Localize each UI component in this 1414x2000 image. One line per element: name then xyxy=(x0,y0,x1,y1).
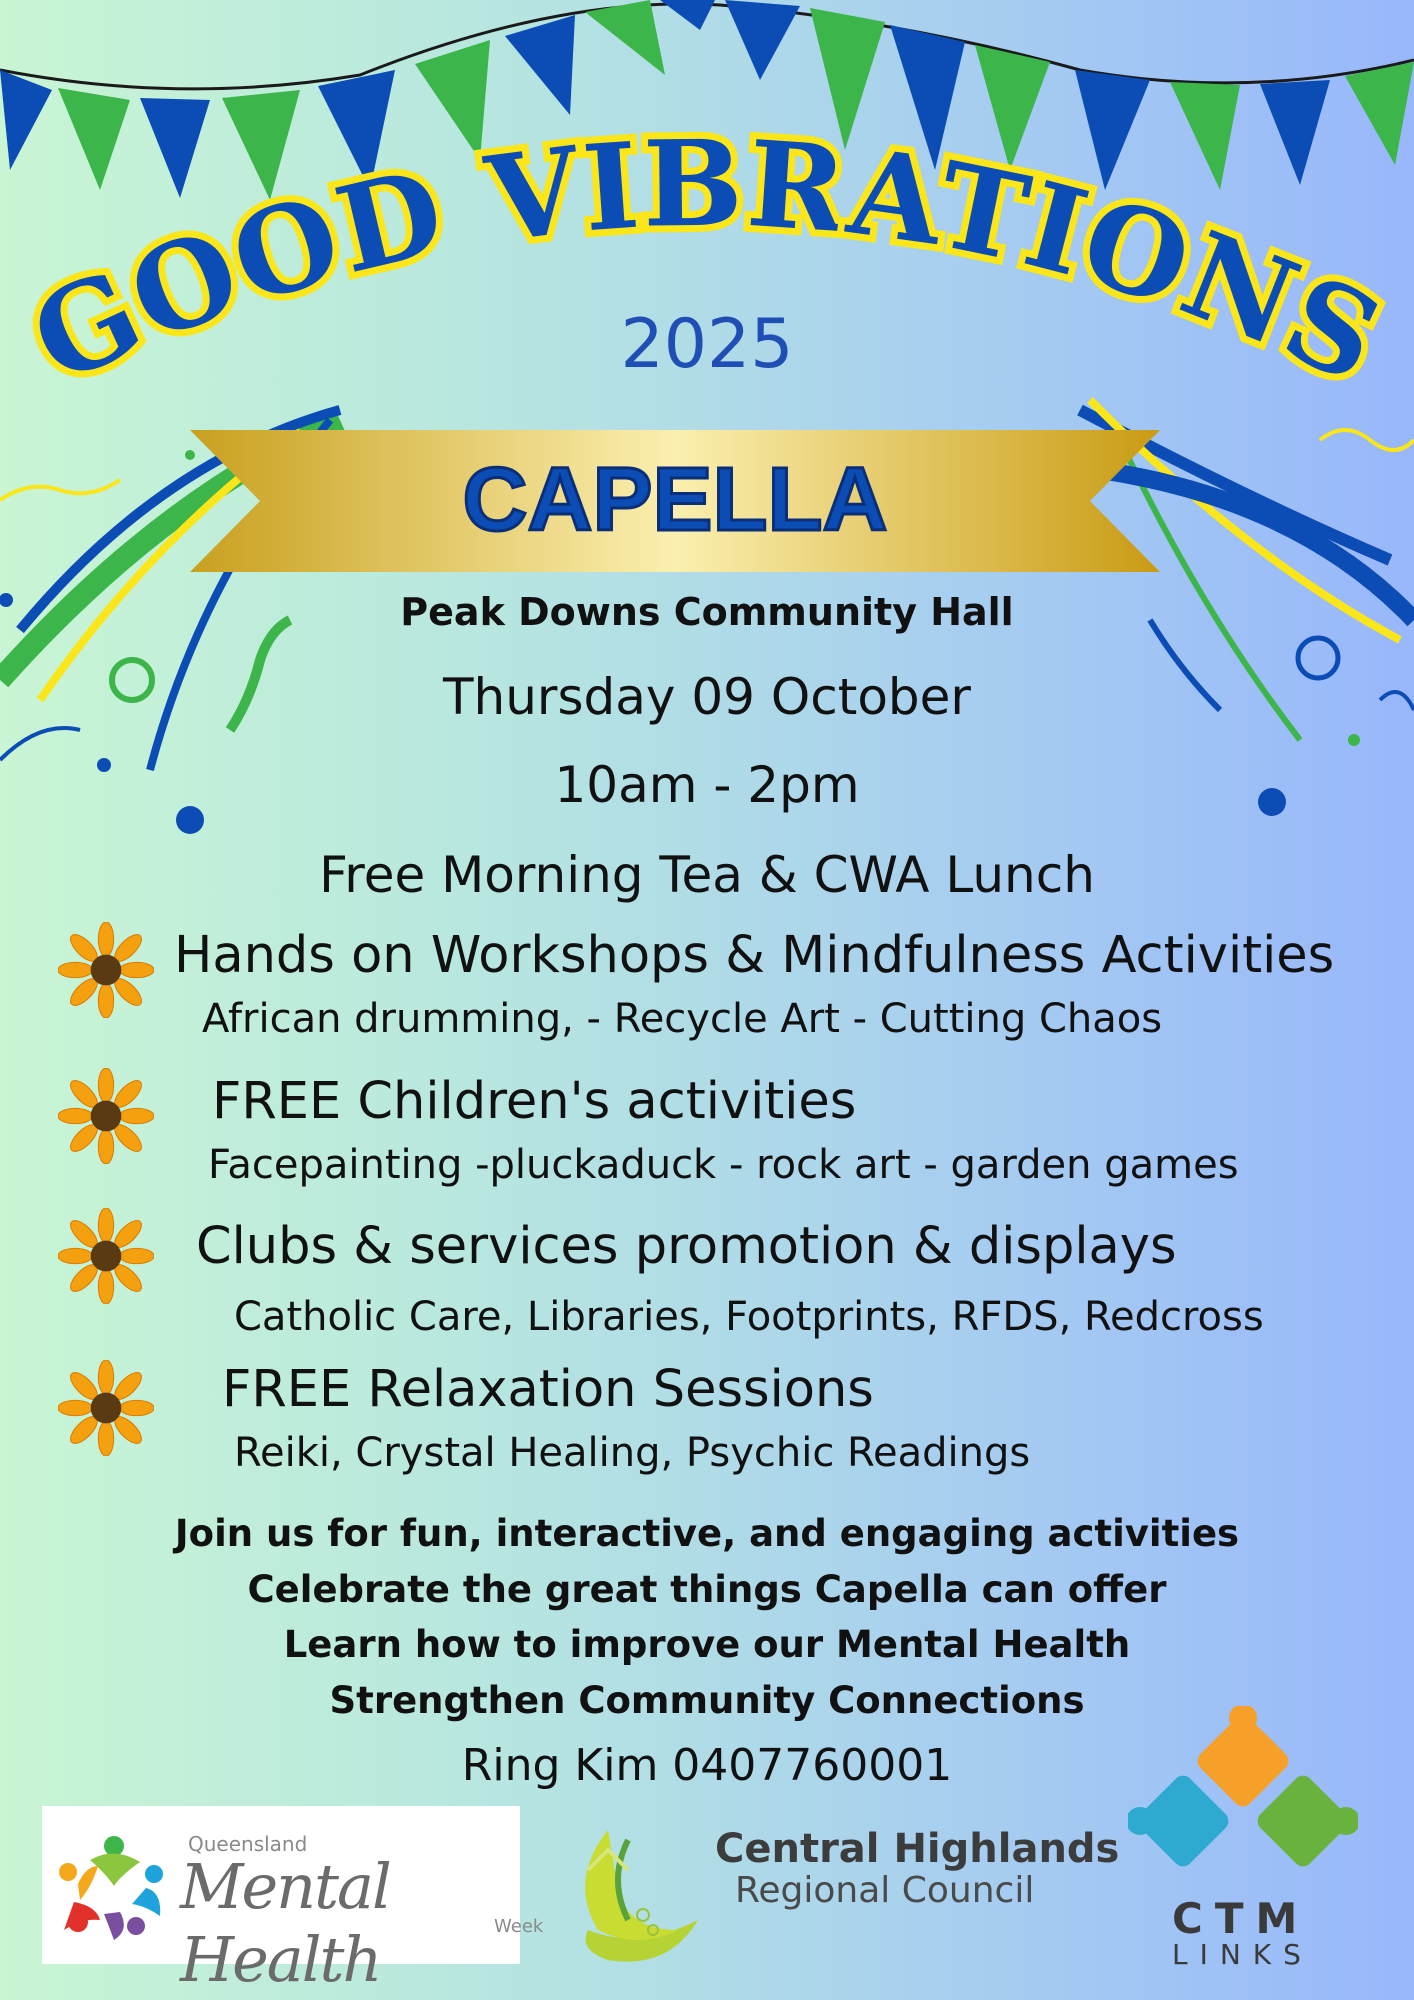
mhw-title: Mental Health xyxy=(180,1850,390,1996)
activity-detail: Reiki, Crystal Healing, Psychic Readings xyxy=(234,1430,1031,1476)
tagline: Join us for fun, interactive, and engaging activities xyxy=(174,1512,1240,1555)
puzzle-pieces-icon xyxy=(1128,1706,1358,1896)
council-name: Central Highlands xyxy=(715,1826,1120,1872)
location-banner xyxy=(190,430,1160,572)
sunflower-icon xyxy=(58,1208,154,1304)
sunflower-icon xyxy=(58,1068,154,1164)
council-subtitle: Regional Council xyxy=(735,1870,1035,1911)
mhw-week: Week xyxy=(494,1916,544,1937)
ctm-links-title: CTM xyxy=(1172,1894,1310,1943)
mhw-state: Queensland xyxy=(188,1832,308,1856)
svg-text:GOOD VIBRATIONS: GOOD VIBRATIONS xyxy=(11,113,1403,410)
tagline: Learn how to improve our Mental Health xyxy=(283,1623,1131,1666)
people-circle-icon xyxy=(50,1826,180,1946)
tagline: Strengthen Community Connections xyxy=(329,1679,1085,1722)
activity-heading: Hands on Workshops & Mindfulness Activities xyxy=(174,926,1335,985)
activity-detail: African drumming, - Recycle Art - Cutting Chaos xyxy=(202,996,1163,1042)
ctm-links-subtitle: LINKS xyxy=(1172,1938,1313,1971)
sunflower-icon xyxy=(58,1360,154,1456)
location-name: CAPELLA xyxy=(462,450,888,550)
event-year: 2025 xyxy=(620,305,794,384)
mental-health-week-logo xyxy=(42,1806,544,1996)
tagline: Celebrate the great things Capella can offer xyxy=(247,1568,1167,1611)
activity-heading: FREE Relaxation Sessions xyxy=(222,1360,874,1419)
event-time: 10am - 2pm xyxy=(554,756,860,814)
activity-heading: FREE Children's activities xyxy=(212,1072,857,1131)
sunflower-icon xyxy=(58,922,154,1018)
council-logo-icon xyxy=(568,1820,718,1970)
event-date: Thursday 09 October xyxy=(442,668,971,726)
contact-phone: Ring Kim 0407760001 xyxy=(461,1740,953,1791)
activity-detail: Catholic Care, Libraries, Footprints, RFDS, Redcross xyxy=(234,1294,1264,1340)
venue: Peak Downs Community Hall xyxy=(400,590,1014,634)
activity-heading: Clubs & services promotion & displays xyxy=(196,1217,1177,1276)
activity-detail: Facepainting -pluckaduck - rock art - garden games xyxy=(208,1142,1239,1188)
catering-info: Free Morning Tea & CWA Lunch xyxy=(319,846,1095,904)
